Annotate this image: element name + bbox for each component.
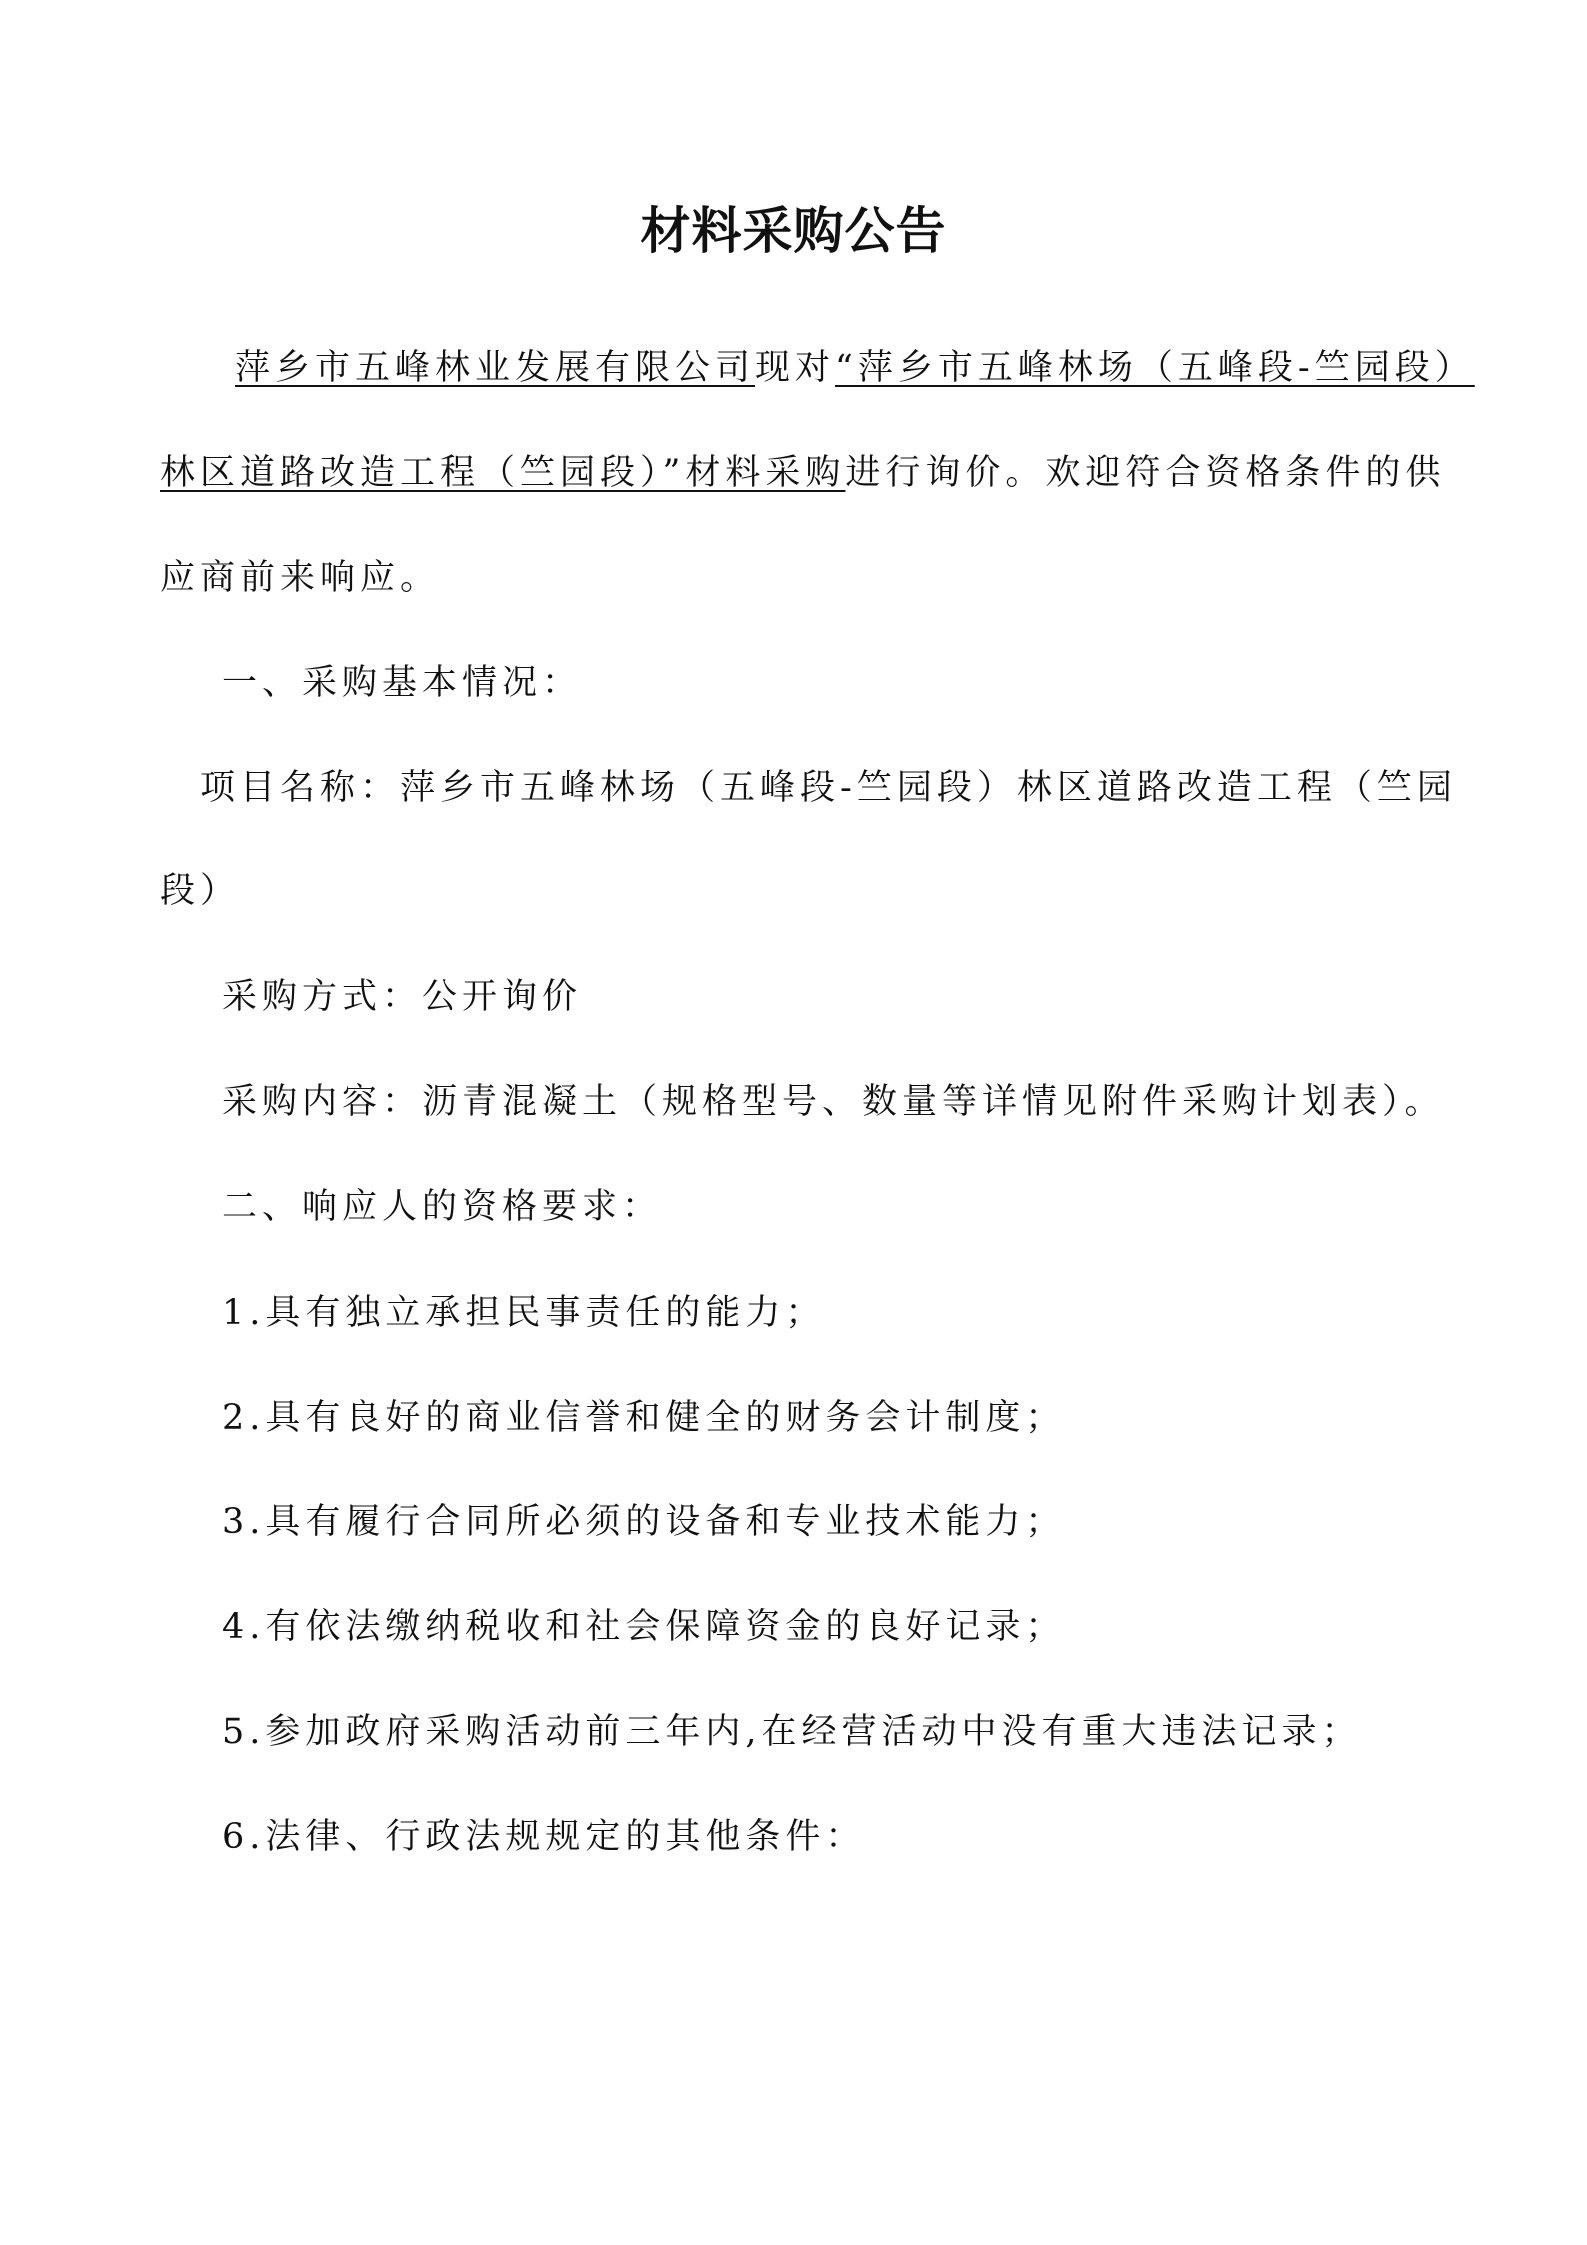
requirement-item-3: 3.具有履行合同所必须的设备和专业技术能力； <box>222 1502 1066 1542</box>
intro-line-2 <box>160 448 1445 498</box>
intro-verb: 现对 <box>755 348 836 388</box>
project-name-line-2: 段） <box>160 871 241 911</box>
project-quoted-line-1: “萍乡市五峰林场（五峰段-竺园段） <box>835 348 1475 388</box>
document-title: 材料采购公告 <box>640 202 947 260</box>
project-quoted-line-2: 林区道路改造工程（竺园段）”材料采购 <box>160 453 846 493</box>
project-name-line-1: 项目名称：萍乡市五峰林场（五峰段-竺园段）林区道路改造工程（竺园 <box>200 768 1457 808</box>
intro-line-3: 应商前来响应。 <box>160 558 441 598</box>
procurement-method: 采购方式：公开询价 <box>222 977 583 1017</box>
requirement-item-2: 2.具有良好的商业信誉和健全的财务会计制度； <box>222 1398 1066 1438</box>
requirement-item-6: 6.法律、行政法规规定的其他条件： <box>222 1817 866 1857</box>
section2-heading: 二、响应人的资格要求： <box>222 1187 663 1227</box>
requirement-item-4: 4.有依法缴纳税收和社会保障资金的良好记录； <box>222 1607 1066 1647</box>
company-name: 萍乡市五峰林业发展有限公司 <box>235 348 756 388</box>
requirement-item-5: 5.参加政府采购活动前三年内,在经营活动中没有重大违法记录； <box>222 1712 1362 1752</box>
intro-rest-line-2: 进行询价。欢迎符合资格条件的供 <box>845 453 1446 493</box>
section1-heading: 一、采购基本情况： <box>222 663 583 703</box>
intro-line-1 <box>235 343 1475 393</box>
procurement-content: 采购内容：沥青混凝土（规格型号、数量等详情见附件采购计划表）。 <box>222 1082 1445 1122</box>
requirement-item-1: 1.具有独立承担民事责任的能力； <box>222 1293 826 1333</box>
